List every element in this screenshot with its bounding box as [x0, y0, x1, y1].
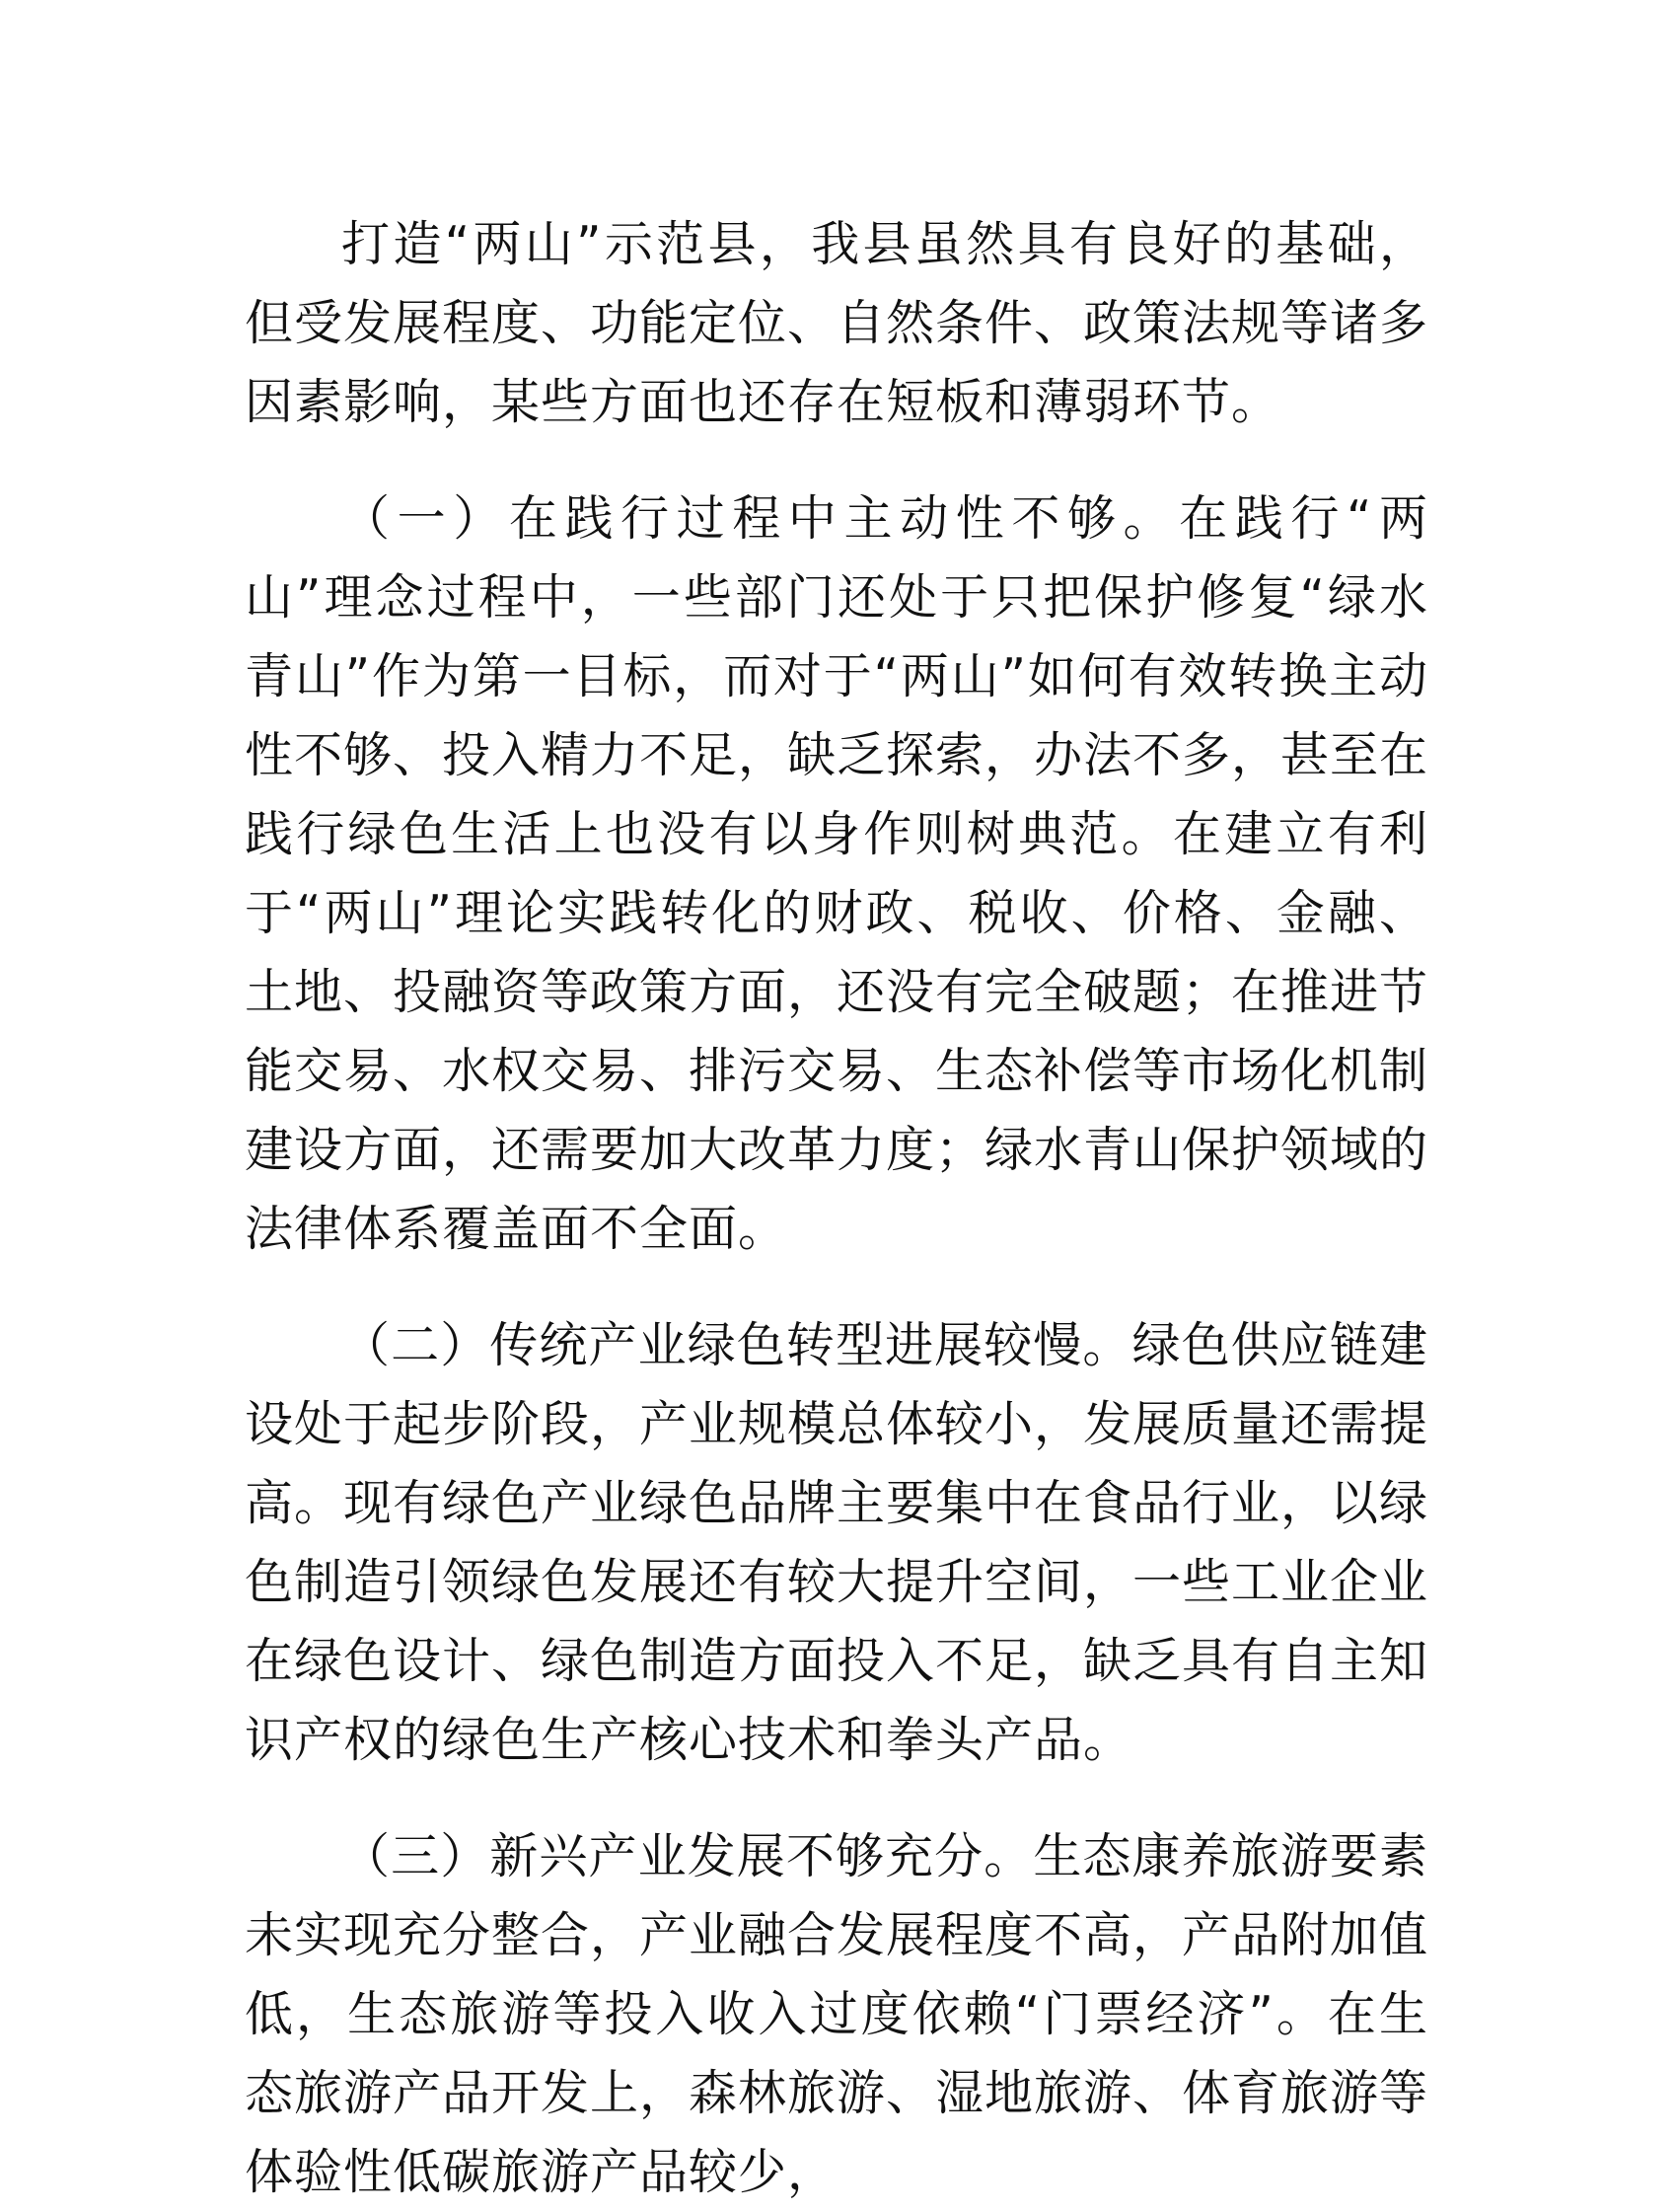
section-1-paragraph: （一）在践行过程中主动性不够。在践行“两山”理念过程中，一些部门还处于只把保护修复“绿水青山”作为第一目标，而对于“两山”如何有效转换主动性不够、投入精力不足，缺乏探索，办法不多，甚至在践行绿色生活上也没有以身作则树典范。在建立有利于“两山”理论实践转化的财政、税收、价格、金融、土地、投融资等政策方面，还没有完全破题；在推进节能交易、水权交易、排污交易、生态补偿等市场化机制建设方面，还需要加大改革力度；绿水青山保护领域的法律体系覆盖面不全面。	[245, 490, 1429, 1257]
section-2-paragraph: （二）传统产业绿色转型进展较慢。绿色供应链建设处于起步阶段，产业规模总体较小，发展质量还需提高。现有绿色产业绿色品牌主要集中在食品行业，以绿色制造引领绿色发展还有较大提升空间，一些工业企业在绿色设计、绿色制造方面投入不足，缺乏具有自主知识产权的绿色生产核心技术和拳头产品。	[245, 1317, 1429, 1768]
intro-paragraph: 打造“两山”示范县，我县虽然具有良好的基础，但受发展程度、功能定位、自然条件、政策法规等诸多因素影响，某些方面也还存在短板和薄弱环节。	[245, 216, 1429, 430]
section-3-paragraph: （三）新兴产业发展不够充分。生态康养旅游要素未实现充分整合，产业融合发展程度不高，产品附加值低，生态旅游等投入收入过度依赖“门票经济”。在生态旅游产品开发上，森林旅游、湿地旅游、体育旅游等体验性低碳旅游产品较少，	[245, 1828, 1429, 2200]
document-body	[245, 205, 1428, 2212]
